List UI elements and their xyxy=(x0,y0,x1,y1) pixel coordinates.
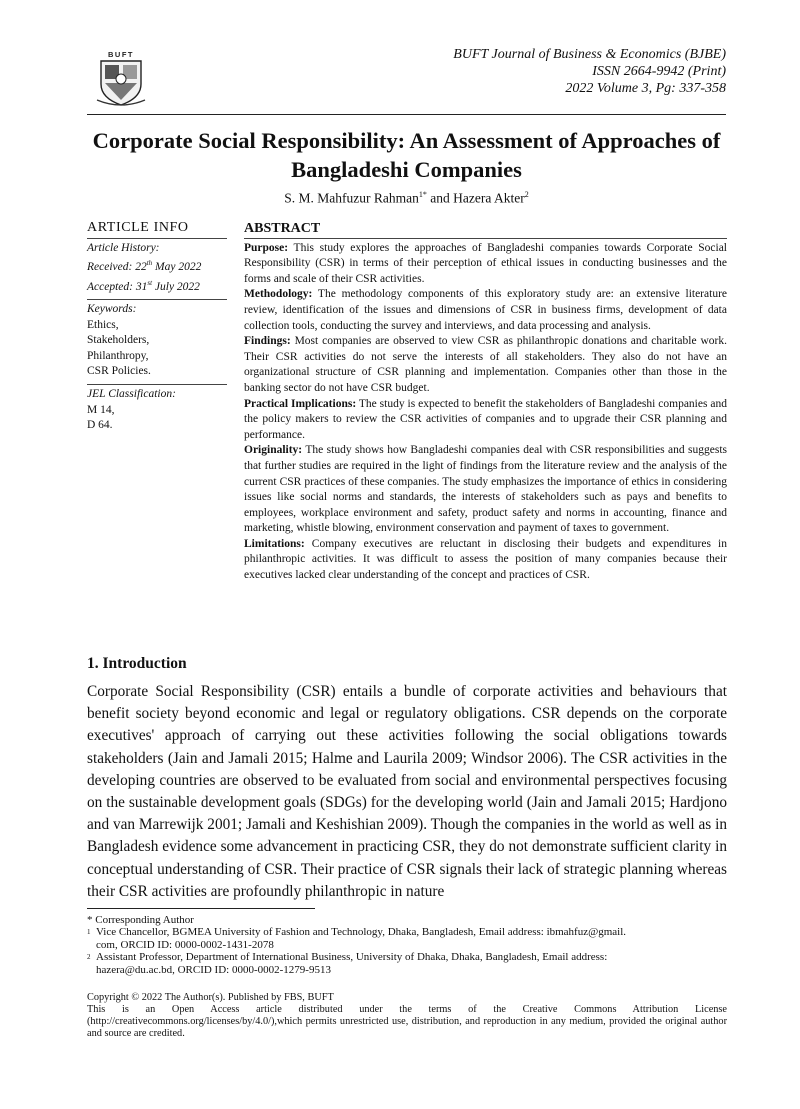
abstract-methodology: Methodology: The methodology components of this exploratory study are: an extensive literature review, identification of the issues and dimensions of CSR in business firms, development of data collection tools, conducting the survey and interviews, and data processing and analysis. xyxy=(244,288,727,332)
article-history: Article History: Received: 22th May 2022 Accepted: 31st July 2022 xyxy=(87,239,227,300)
jel-classification: JEL Classification: M 14, D 64. xyxy=(87,385,227,438)
footnote-1: 1 Vice Chancellor, BGMEA University of Fashion and Technology, Dhaka, Bangladesh, Email address: ibmahfuz@gmail. com, ORCID ID: 0000-0002-1431-2078 xyxy=(87,926,627,951)
logo-text: BUFT xyxy=(108,50,134,59)
corresponding-author-note: * Corresponding Author xyxy=(87,914,194,926)
copyright-line: Copyright © 2022 The Author(s). Published by FBS, BUFT xyxy=(87,992,334,1003)
article-info xyxy=(87,220,227,438)
keyword: Ethics, xyxy=(87,318,119,331)
accepted-date: Accepted: 31st July 2022 xyxy=(87,278,200,293)
copyright-notice xyxy=(87,992,727,1040)
introduction-text: Corporate Social Responsibility (CSR) entails a bundle of corporate activities and behaviours that benefit society beyond economic and legal or regulatory obligations. CSR depends on the corporate executives' approach of carrying out these activities following the social obligations towards stakeholders (Jain and Jamali 2015; Halme and Laurila 2009; Windsor 2006). The CSR activities in the developing countries are observed to be evaluated from social and environmental perspectives focusing on the sustainable development goals (SDGs) for the developing world (Jain and Jamali 2015; Hardjono and van Marrewijk 2001; Jamali and Keshishian 2009). Though the companies in the world as well as in Bangladesh evidence some advancement in practicing CSR, they do not demonstrate sufficient clarity in conceptual understanding of CSR. Their practice of CSR signals their lack of strategic planning whereas their CSR activities are profoundly philanthropic in nature xyxy=(87,683,727,900)
author-2: and Hazera Akter xyxy=(430,190,525,206)
keyword: CSR Policies. xyxy=(87,365,151,378)
abstract-originality: Originality: The study shows how Bangladeshi companies deal with CSR responsibilities and suggests that further studies are required in the light of findings from the literature review and the analysis of the current CSR practices of these companies. The study emphasizes the importance of ethics in considering issues like social norms and standards, the interests of stakeholders such as pays and benefits to employees, workplace environment and safety, product safety and norms in accounting, finance and marketing, whistle blowing, environment conservation and payment of taxes to government. xyxy=(244,444,727,535)
footnote-2: 2 Assistant Professor, Department of International Business, University of Dhaka, Dhaka, Bangladesh, Email address: hazera@du.ac.bd, ORCID ID: 0000-0002-1279-9513 xyxy=(87,951,608,976)
journal-name: BUFT Journal of Business & Economics (BJBE) xyxy=(453,47,726,62)
license-text: This is an Open Access article distributed under the terms of the Creative Commons Attribution License (http://creativecommons.org/licenses/by/4.0/),which permits unrestricted use, distribution, and reproduction in any medium, provided the original author and source are credited. xyxy=(87,1004,727,1039)
paper-title: Corporate Social Responsibility: An Assessment of Approaches of Bangladeshi Companies xyxy=(92,128,721,182)
introduction-heading: 1. Introduction xyxy=(87,655,187,672)
received-date: Received: 22th May 2022 xyxy=(87,259,202,274)
journal-volume: 2022 Volume 3, Pg: 337-358 xyxy=(565,81,726,96)
abstract-limitations: Limitations: Company executives are reluctant in disclosing their budgets and expenditures in philanthropic activities. It was difficult to assess the position of many companies because their executives lacked clear understanding of the concept and practices of CSR. xyxy=(244,537,727,582)
buft-logo xyxy=(95,50,147,108)
abstract-purpose: Purpose: This study explores the approaches of Bangladeshi companies towards Corporate Social Responsibility (CSR) in terms of their perception of ethical issues in conducting businesses and the forms and scale of their CSR activities. xyxy=(244,241,727,285)
abstract xyxy=(244,221,727,584)
journal-header xyxy=(453,46,726,97)
abstract-heading: ABSTRACT xyxy=(244,221,727,239)
authors: S. M. Mahfuzur Rahman$^{1*}$ and Hazera Akter$^2$ xyxy=(284,190,529,206)
abstract-findings: Findings: Most companies are observed to view CSR as philanthropic donations and charitable work. Their CSR activities do not serve the interests of all stakeholders. They also do not have an organizational structure of CSR planning and implementation. Companies other than those in the banking sector do not have CSR budget. xyxy=(244,335,727,394)
jel-code: D 64. xyxy=(87,419,113,432)
article-info-heading: ARTICLE INFO xyxy=(87,220,227,239)
jel-code: M 14, xyxy=(87,403,115,416)
keyword: Philanthropy, xyxy=(87,349,149,362)
footnotes xyxy=(87,914,727,976)
header-divider xyxy=(87,114,726,115)
author-1: S. M. Mahfuzur Rahman xyxy=(284,190,419,206)
abstract-implications: Practical Implications: The study is expected to benefit the stakeholders of Bangladeshi companies and the policy makers to review the CSR activities of companies and to upgrade their CSR planning and performance. xyxy=(244,397,727,441)
keywords: Keywords: Ethics, Stakeholders, Philanthropy, CSR Policies. xyxy=(87,300,227,385)
keyword: Stakeholders, xyxy=(87,334,150,347)
journal-issn: ISSN 2664-9942 (Print) xyxy=(592,64,726,79)
footnote-divider xyxy=(87,908,315,909)
